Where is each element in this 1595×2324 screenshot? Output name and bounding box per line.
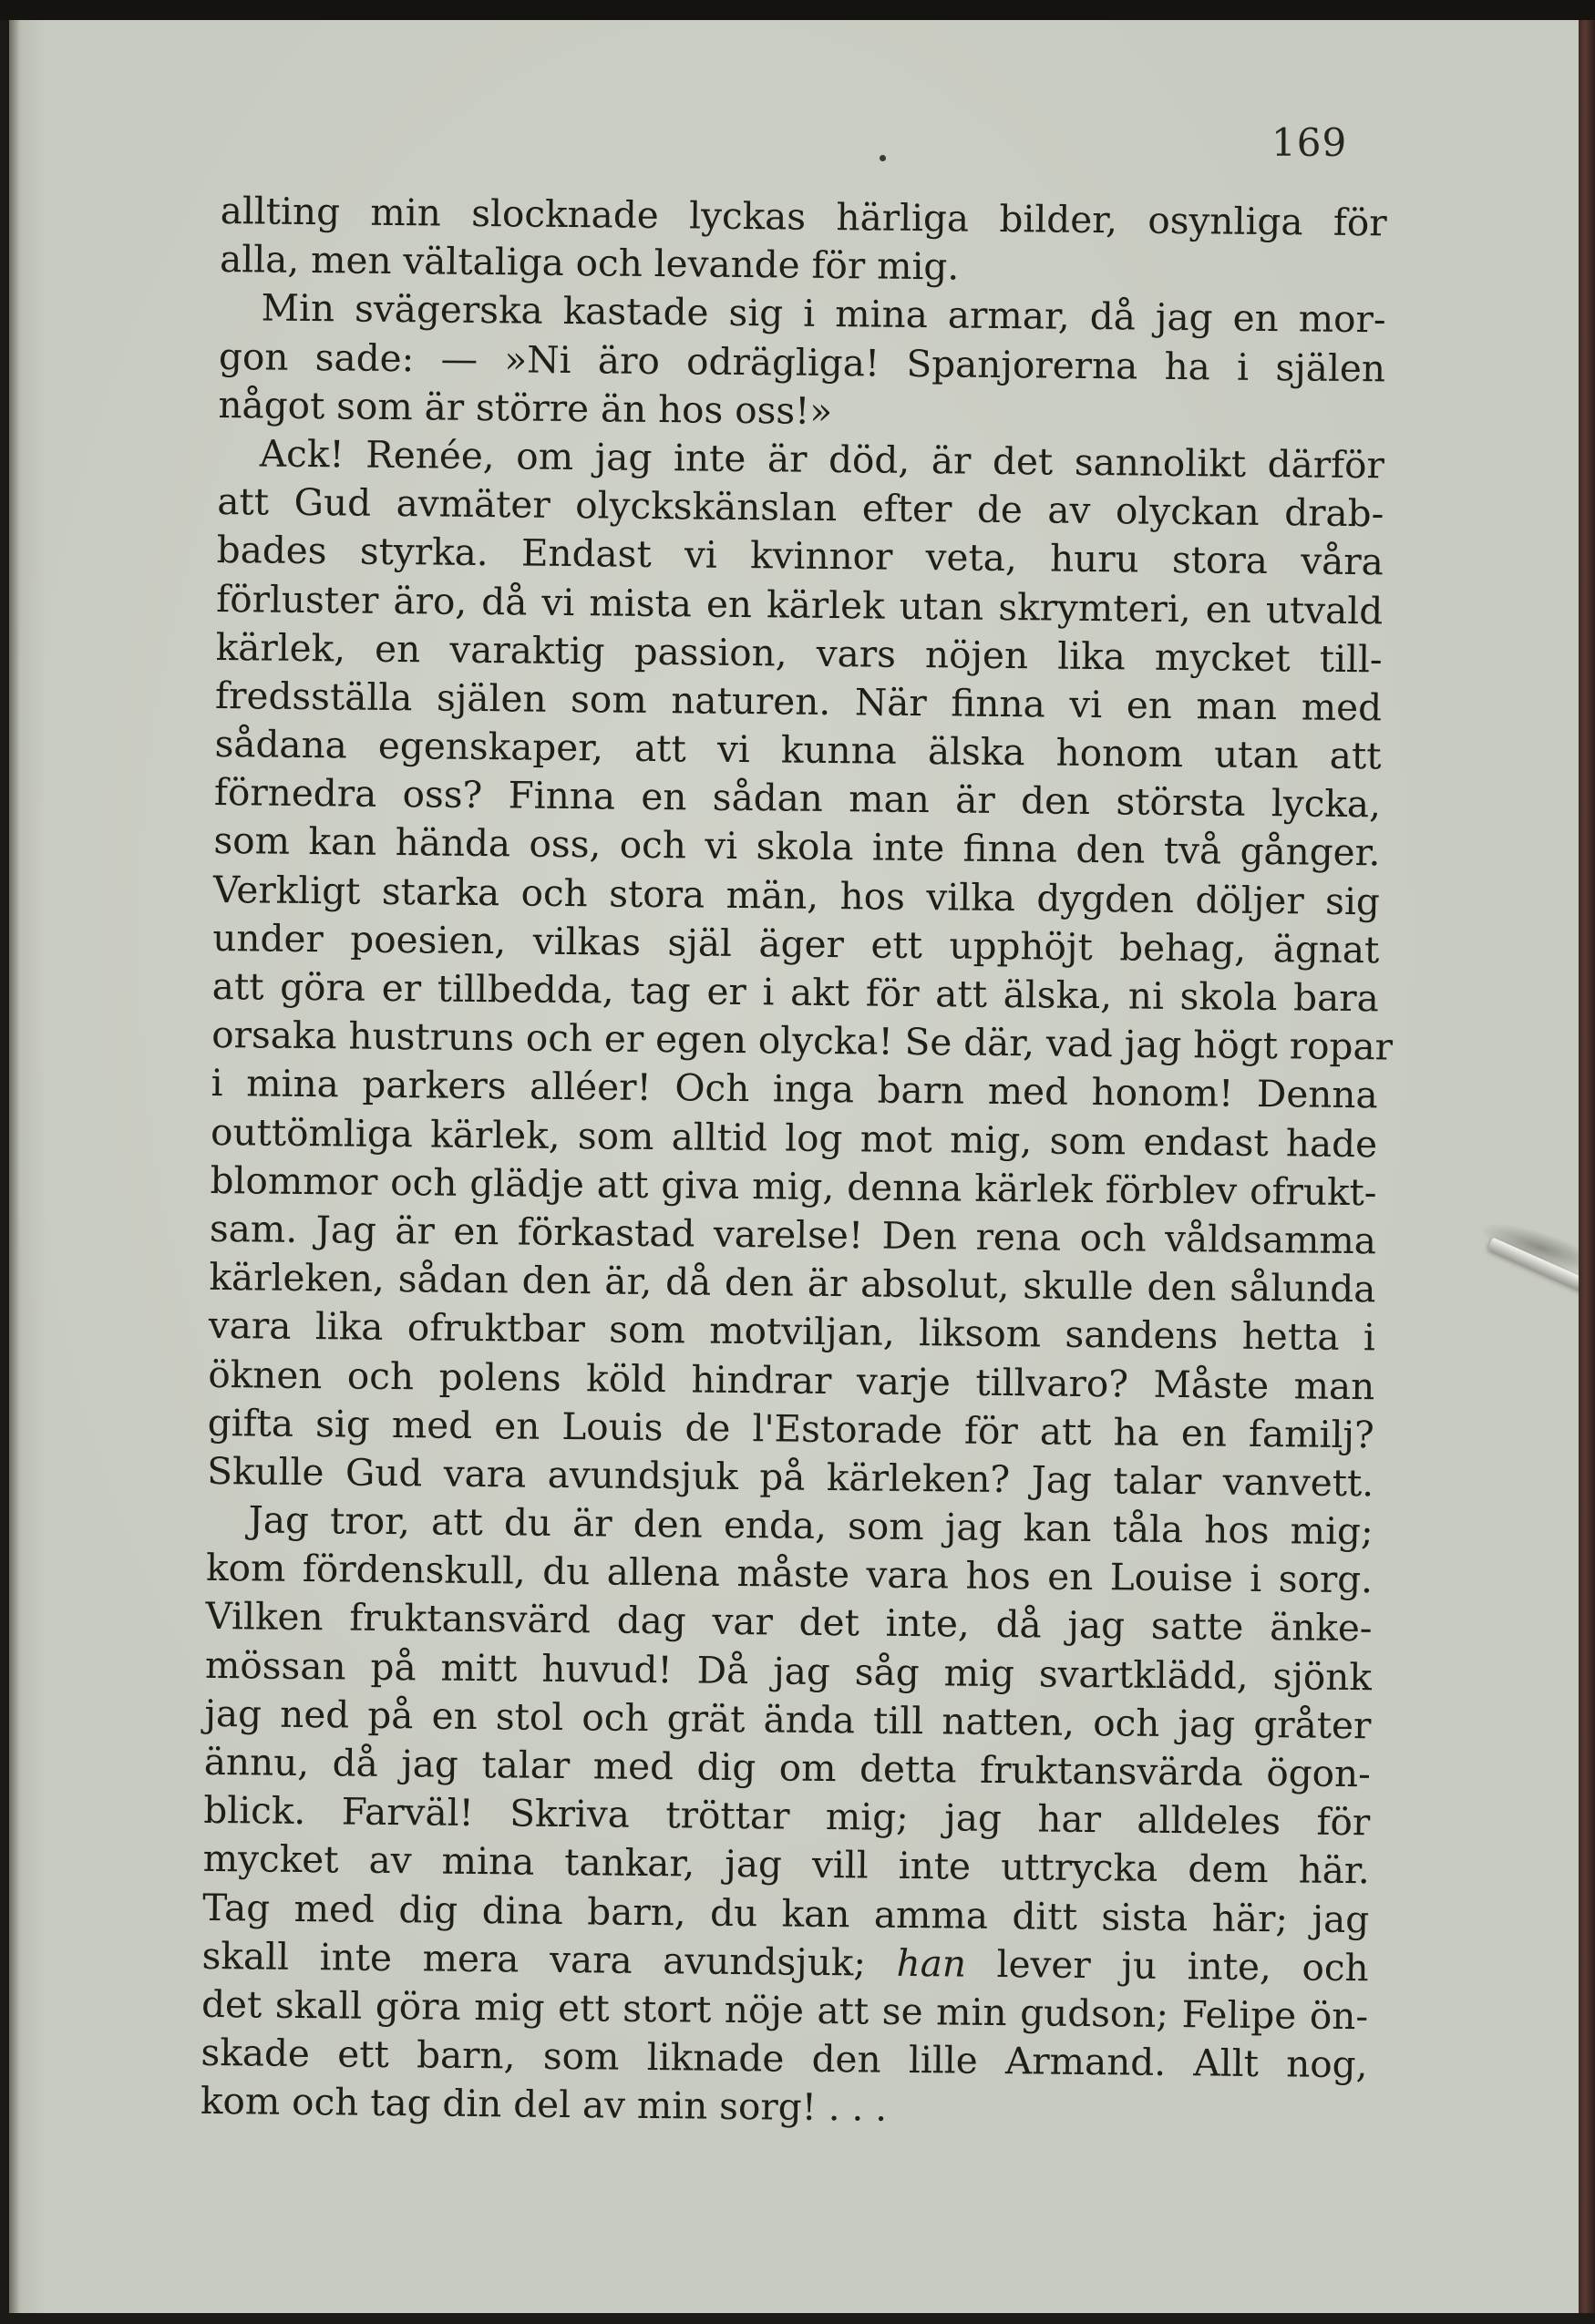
text-line: mycket av mina tankar, jag vill inte uttrycka dem här. xyxy=(202,1836,1370,1893)
text-line: kärleken, sådan den är, då den är absolut, skulle den sålunda xyxy=(209,1255,1376,1311)
text-line: mössan på mitt huvud! Då jag såg mig svartklädd, sjönk xyxy=(204,1642,1373,1699)
text-line: förluster äro, då vi mista en kärlek utan skrymteri, en utvald xyxy=(216,576,1384,632)
italic-word: han xyxy=(896,1940,967,1986)
text-line: orsaka hustruns och er egen olycka! Se där, vad jag högt ropar xyxy=(211,1013,1394,1069)
text-line: outtömliga kärlek, som alltid log mot mig, som endast hade xyxy=(210,1109,1378,1166)
text-segment: lever ju inte, och xyxy=(996,1941,1369,1990)
book-binding-edge xyxy=(1579,20,1595,2313)
print-dot xyxy=(880,155,886,161)
text-line: Verkligt starka och stora män, hos vilka dygden döljer sig xyxy=(212,867,1381,923)
text-line: som kan hända oss, och vi skola inte finna den två gånger. xyxy=(213,818,1381,875)
text-line: vara lika ofruktbar som motviljan, liksom sandens hetta i xyxy=(208,1303,1376,1360)
text-line: jag ned på en stol och grät ända till natten, och jag gråter xyxy=(204,1691,1372,1748)
text-line: att göra er tillbedda, tag er i akt för att älska, ni skola bara xyxy=(211,963,1379,1021)
text-line: gifta sig med en Louis de l'Estorade för att ha en familj? xyxy=(207,1400,1374,1457)
scan-border-top xyxy=(0,0,1595,20)
text-line: fredsställa själen som naturen. När finna vi en man med xyxy=(214,673,1383,730)
text-line: Tag med dig dina barn, du kan amma ditt sista här; jag xyxy=(201,1885,1370,1941)
text-line: Skulle Gud vara avundsjuk på kärleken? Jag talar vanvett. xyxy=(206,1448,1374,1506)
text-line: i mina parkers alléer! Och inga barn med honom! Denna xyxy=(211,1061,1378,1117)
text-line: sam. Jag är en förkastad varelse! Den rena och våldsamma xyxy=(209,1206,1377,1263)
text-line: sådana egenskaper, att vi kunna älska honom utan att xyxy=(214,722,1382,778)
text-line: Jag tror, att du är den enda, som jag kan tåla hos mig; xyxy=(248,1497,1374,1554)
text-line: att Gud avmäter olyckskänslan efter de av olyckan drab- xyxy=(217,479,1384,536)
text-line: kom och tag din del av min sorg! . . . xyxy=(200,2079,888,2131)
text-line: Ack! Renée, om jag inte är död, är det sannolikt därför xyxy=(259,431,1385,488)
text-line: förnedra oss? Finna en sådan man är den största lycka, xyxy=(213,770,1382,827)
text-line: blommor och glädje att giva mig, denna kärlek förblev ofrukt- xyxy=(210,1157,1377,1215)
text-line: alla, men vältaliga och levande för mig. xyxy=(219,237,960,289)
page-number: 169 xyxy=(1271,120,1348,165)
text-line: kärlek, en varaktig passion, vars nöjen lika mycket till- xyxy=(215,624,1383,682)
body-text xyxy=(200,187,1394,2138)
text-line: öknen och polens köld hindrar varje tillvaro? Måste man xyxy=(208,1352,1375,1408)
text-line: allting min slocknade lyckas härliga bilder, osynliga för xyxy=(220,188,1387,245)
book-page xyxy=(9,20,1579,2313)
text-segment: skall inte mera vara avundsjuk; xyxy=(201,1933,867,1985)
text-line: under poesien, vilkas själ äger ett upphöjt behag, ägnat xyxy=(212,915,1380,972)
text-line: bades styrka. Endast vi kvinnor veta, huru stora våra xyxy=(216,528,1384,584)
text-line: det skall göra mig ett stort nöje att se min gudson; Felipe ön- xyxy=(201,1981,1369,2039)
text-line: något som är större än hos oss!» xyxy=(218,382,833,433)
text-line: gon sade: — »Ni äro odrägliga! Spanjorerna ha i själen xyxy=(218,334,1386,390)
text-line: blick. Farväl! Skriva tröttar mig; jag har alldeles för xyxy=(203,1788,1371,1845)
text-line: skade ett barn, som liknade den lille Armand. Allt nog, xyxy=(201,2031,1368,2087)
text-line: ännu, då jag talar med dig om detta fruktansvärda ögon- xyxy=(203,1739,1372,1796)
page-gutter xyxy=(9,20,20,2313)
text-line: Min svägerska kastade sig i mina armar, då jag en mor- xyxy=(261,285,1386,342)
text-line: Vilken fruktansvärd dag var det inte, då jag satte änke- xyxy=(205,1594,1373,1650)
text-line: kom fördenskull, du allena måste vara hos en Louise i sorg. xyxy=(205,1546,1374,1602)
